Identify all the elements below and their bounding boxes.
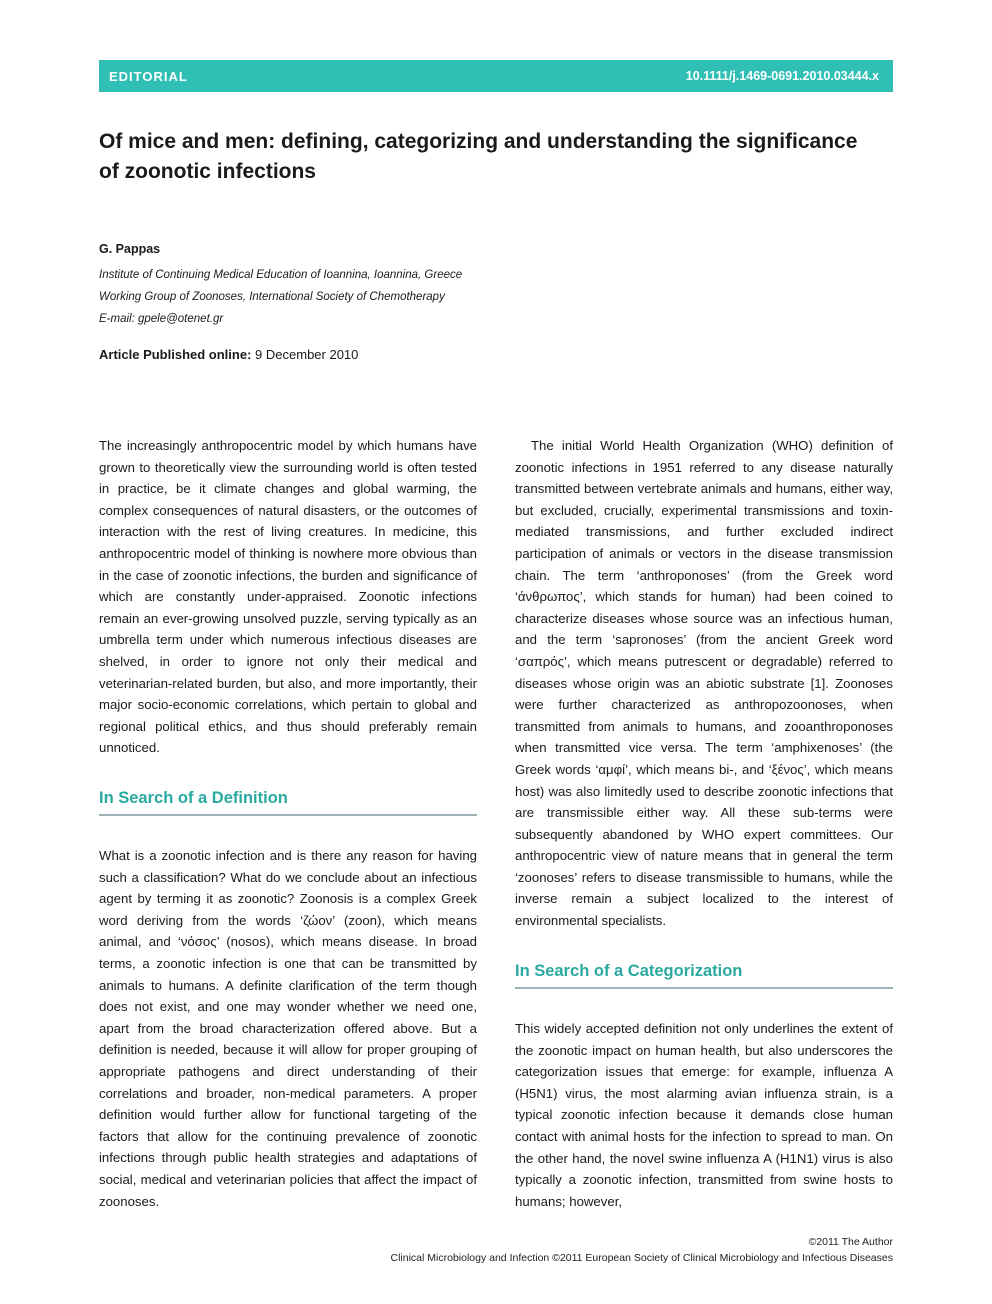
- published-label: Article Published online:: [99, 347, 252, 362]
- section-heading-definition: In Search of a Definition: [99, 789, 477, 816]
- intro-paragraph: The increasingly anthropocentric model by which humans have grown to theoretically view the surrounding world is often tested in practice, be it climate changes and global warming, the complex consequences of natural disasters, or the outcomes of interaction with the rest of living creatures. In medicine, this anthropocentric model of thinking is nowhere more obvious than in the case of zoonotic infections, the burden and significance of which are constantly under-appraised. Zoonotic infections remain an ever-growing unsolved puzzle, serving typically as an umbrella term under which numerous infectious diseases are shelved, in order to ignore not only their medical and veterinarian-related burden, but also, and more importantly, their major socio-economic correlations, which pertain to global and regional political ethics, and thus should preferably remain unnoticed.: [99, 438, 477, 756]
- article-type-label: EDITORIAL: [109, 68, 188, 84]
- definition-paragraph-block: [99, 845, 477, 1212]
- who-definition-paragraph-block: [515, 435, 893, 932]
- doi-link[interactable]: 10.1111/j.1469-0691.2010.03444.x: [685, 69, 879, 83]
- who-definition-paragraph: The initial World Health Organization (WHO) definition of zoonotic infections in 1951 referred to any disease naturally transmitted between vertebrate animals and humans, either way, but excluded, crucially, experimental transmissions and toxin-mediated transmissions, and further excluded indirect participation of animals or vectors in the disease transmission chain. The term ‘anthroponoses’ (from the Greek word ‘άνθρωπος’, which stands for human) had been coined to characterize diseases whose source was an infectious human, and the term ‘sapronoses’ (from the ancient Greek word ‘σαπρός’, which means putrescent or degradable) referred to diseases whose origin was an abiotic substrate [1]. Zoonoses were further characterized as anthropozoonoses, when transmitted from animals to humans, and zooanthroponoses when transmitted vice versa. The term ‘amphixenoses’ (the Greek words ‘αμφί’, which means bi-, and ‘ξένος’, which means host) was also limitedly used to describe zoonotic infections that are transmissible either way. All these sub-terms were subsequently abandoned by WHO expert committees. Our anthropocentric view of nature means that in general the term ‘zoonoses’ refers to disease transmissible to humans, while the inverse remain a subject localized to the interest of environmental specialists.: [515, 438, 893, 929]
- author-block: [99, 242, 699, 330]
- affiliation-2: Working Group of Zoonoses, International Society of Chemotherapy: [99, 291, 445, 303]
- categorization-paragraph: This widely accepted definition not only underlines the extent of the zoonotic impact on human health, but also underscores the categorization issues that emerge: for example, influenza A (H5N1) virus, the most alarming avian influenza strain, is a typical zoonotic infection because it demands close human contact with animal hosts for the infection to spread to man. On the other hand, the novel swine influenza A (H1N1) virus is also typically a zoonotic infection, transmitted from swine hosts to humans; however,: [515, 1021, 893, 1209]
- author-email[interactable]: E-mail: gpele@otenet.gr: [99, 313, 224, 325]
- intro-paragraph-block: [99, 435, 477, 759]
- definition-paragraph: What is a zoonotic infection and is there any reason for having such a classification? What do we conclude about an infectious agent by terming it as zoonotic? Zoonosis is a complex Greek word deriving from the words ‘ζώον’ (zoon), which means animal, and ‘νόσος’ (nosos), which means disease. In broad terms, a zoonotic infection is one that can be transmitted by animals to humans. A definite clarification of the term though does not exist, and one may wonder whether we need one, apart from the broad characterization offered above. But a definition is needed, because it will allow for proper grouping of appropriate pathogens and direct understanding of their correlations and broader, non-medical parameters. A proper definition would further allow for functional targeting of the factors that allow for the continuing prevalence of zoonotic infections through public health strategies and adaptations of social, medical and veterinarian policies that affect the impact of zoonoses.: [99, 848, 477, 1209]
- publication-date: [99, 347, 358, 362]
- published-date: 9 December 2010: [255, 347, 359, 362]
- article-title: Of mice and men: defining, categorizing and understanding the significance of zoonotic infections: [99, 130, 858, 183]
- page-footer: [391, 1234, 893, 1266]
- footer-copyright-author: ©2011 The Author: [808, 1236, 893, 1248]
- author-name: G. Pappas: [99, 242, 161, 256]
- categorization-paragraph-block: [515, 1018, 893, 1212]
- affiliation-1: Institute of Continuing Medical Education of Ioannina, Ioannina, Greece: [99, 269, 463, 281]
- header-banner: [99, 60, 893, 92]
- footer-journal-copyright: Clinical Microbiology and Infection ©2011 European Society of Clinical Microbiology and Infectious Diseases: [390, 1252, 893, 1264]
- section-heading-categorization: In Search of a Categorization: [515, 962, 893, 989]
